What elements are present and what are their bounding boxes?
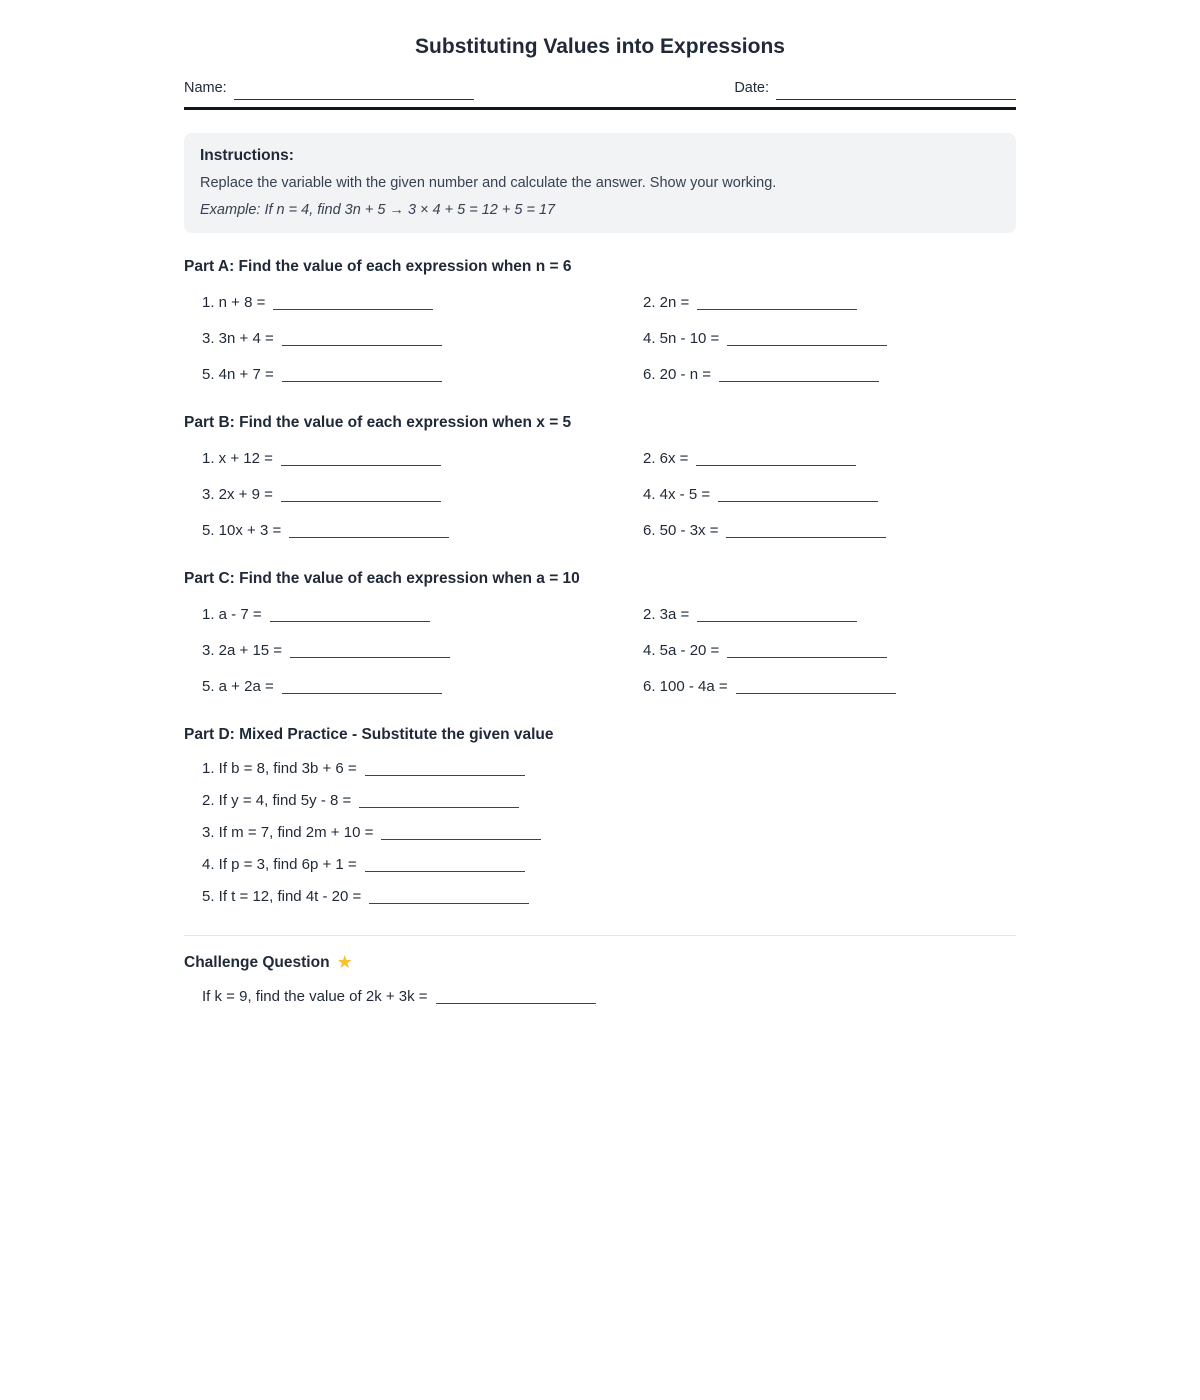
part-b-problems (184, 441, 1016, 549)
answer-blank (696, 462, 856, 466)
problem-item (625, 321, 1016, 357)
name-blank-line (234, 85, 474, 100)
answer-blank (369, 900, 529, 904)
part-c-heading: Part C: Find the value of each expression when a = 10 (184, 570, 580, 587)
date-blank-line (776, 85, 1016, 100)
problem-item (184, 477, 625, 513)
answer-blank (436, 1000, 596, 1004)
problem-label: 4. 5n - 10 = (643, 330, 720, 347)
challenge-heading (184, 952, 1016, 973)
problem-label: 3. 2x + 9 = (202, 486, 273, 503)
answer-blank (273, 306, 433, 310)
part-d-heading: Part D: Mixed Practice - Substitute the given value (184, 726, 554, 743)
instructions-body: Replace the variable with the given number and calculate the answer. Show your working. (200, 175, 777, 191)
problem-item (625, 669, 1016, 705)
answer-blank (281, 498, 441, 502)
answer-blank (719, 378, 879, 382)
date-field (734, 78, 1016, 98)
problem-label: 5. 10x + 3 = (202, 522, 282, 539)
problem-label: 1. a - 7 = (202, 606, 262, 623)
star-icon: ★ (336, 952, 353, 972)
part-d-problems (184, 753, 1016, 913)
problem-item (625, 633, 1016, 669)
answer-blank (282, 342, 442, 346)
part-a-problems (184, 285, 1016, 393)
problem-label: 4. 4x - 5 = (643, 486, 711, 503)
problem-label: 1. x + 12 = (202, 450, 273, 467)
answer-blank (365, 772, 525, 776)
page-title: Substituting Values into Expressions (415, 35, 785, 58)
problem-label: 4. If p = 3, find 6p + 1 = (202, 856, 357, 873)
problem-label: 5. a + 2a = (202, 678, 274, 695)
answer-blank (697, 618, 857, 622)
instructions-box (184, 133, 1016, 233)
part-a-heading: Part A: Find the value of each expression when n = 6 (184, 258, 572, 275)
name-field (184, 78, 474, 98)
problem-label: 2. 6x = (643, 450, 689, 467)
problem-item (184, 669, 625, 705)
problem-item (184, 881, 1016, 913)
problem-label: 6. 20 - n = (643, 366, 711, 383)
problem-label: If k = 9, find the value of 2k + 3k = (202, 988, 428, 1005)
answer-blank (290, 654, 450, 658)
problem-item (184, 817, 1016, 849)
problem-item (625, 285, 1016, 321)
problem-label: 6. 50 - 3x = (643, 522, 719, 539)
problem-item (625, 441, 1016, 477)
problem-label: 3. 2a + 15 = (202, 642, 283, 659)
answer-blank (727, 342, 887, 346)
problem-item (625, 357, 1016, 393)
answer-blank (281, 462, 441, 466)
name-date-row (184, 78, 1016, 98)
problem-item (184, 633, 625, 669)
challenge-problem (184, 981, 1016, 1013)
problem-item (184, 597, 625, 633)
problem-label: 3. If m = 7, find 2m + 10 = (202, 824, 374, 841)
problem-item (625, 513, 1016, 549)
answer-blank (726, 534, 886, 538)
answer-blank (718, 498, 878, 502)
answer-blank (289, 534, 449, 538)
date-label: Date: (734, 80, 769, 96)
problem-item (625, 477, 1016, 513)
name-label: Name: (184, 80, 227, 96)
instructions-example: Example: If n = 4, find 3n + 5 → 3 × 4 + 5 = 12 + 5 = 17 (200, 202, 556, 218)
problem-item (184, 285, 625, 321)
problem-item (184, 785, 1016, 817)
instructions-heading: Instructions: (200, 147, 294, 164)
answer-blank (697, 306, 857, 310)
part-c-problems (184, 597, 1016, 705)
answer-blank (282, 690, 442, 694)
problem-label: 1. If b = 8, find 3b + 6 = (202, 760, 357, 777)
problem-item (184, 513, 625, 549)
problem-label: 2. 2n = (643, 294, 690, 311)
problem-label: 1. n + 8 = (202, 294, 266, 311)
problem-item (625, 597, 1016, 633)
problem-label: 6. 100 - 4a = (643, 678, 728, 695)
problem-label: 3. 3n + 4 = (202, 330, 274, 347)
problem-item (184, 753, 1016, 785)
answer-blank (359, 804, 519, 808)
problem-item (184, 321, 625, 357)
worksheet-page (184, 0, 1016, 1013)
problem-item (184, 441, 625, 477)
problem-item (184, 357, 625, 393)
header-divider (184, 107, 1016, 110)
challenge-heading-text: Challenge Question (184, 954, 330, 971)
answer-blank (727, 654, 887, 658)
challenge-divider (184, 935, 1016, 936)
problem-label: 2. If y = 4, find 5y - 8 = (202, 792, 352, 809)
answer-blank (736, 690, 896, 694)
answer-blank (282, 378, 442, 382)
part-b-heading: Part B: Find the value of each expression when x = 5 (184, 414, 572, 431)
answer-blank (365, 868, 525, 872)
answer-blank (270, 618, 430, 622)
problem-label: 5. 4n + 7 = (202, 366, 274, 383)
answer-blank (381, 836, 541, 840)
problem-label: 5. If t = 12, find 4t - 20 = (202, 888, 362, 905)
problem-label: 2. 3a = (643, 606, 690, 623)
problem-label: 4. 5a - 20 = (643, 642, 720, 659)
problem-item (184, 849, 1016, 881)
